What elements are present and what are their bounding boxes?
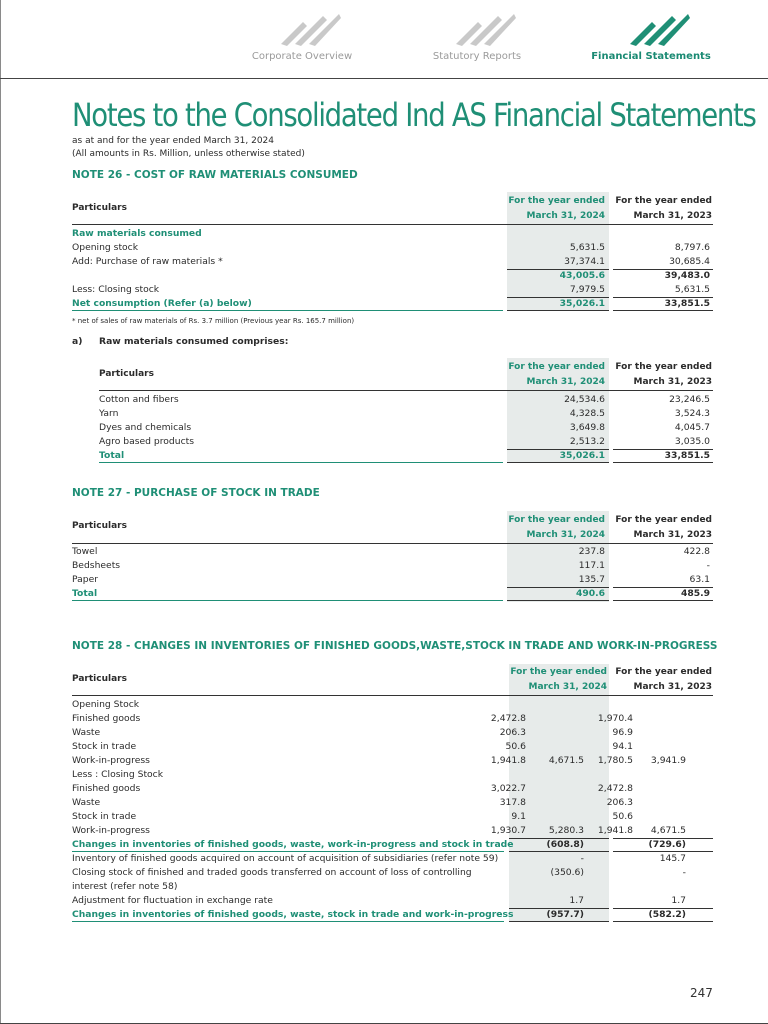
row-label: Yarn [99,407,119,419]
row-label: Net consumption (Refer (a) below) [72,297,252,309]
value-py: 33,851.5 [664,297,710,309]
row-label: Cotton and fibers [99,394,179,405]
page-title: Notes to the Consolidated Ind AS Financial Statements [72,96,756,134]
sum-rule [613,851,713,852]
nav-label: Financial Statements [591,51,711,62]
value-cy2: (608.8) [546,839,584,850]
nav-label: Corporate Overview [251,51,353,62]
value-py2: 4,671.5 [650,825,686,836]
value-cy1: 3,022.7 [490,783,526,794]
value-cy1: 9.1 [511,811,526,822]
col-py-line2: March 31, 2023 [633,211,712,221]
row-underline [72,851,504,852]
sum-rule [509,851,609,852]
row-label: Less: Closing stock [72,283,160,295]
value-cy: 117.1 [578,559,605,571]
value-cy1: 206.3 [499,727,526,738]
value-cy2: (350.6) [550,867,584,878]
col-py-line1: For the year ended [615,362,712,372]
value-py: 5,631.5 [674,283,710,295]
subnote-marker: a) [72,336,83,347]
note27-heading: NOTE 27 - PURCHASE OF STOCK IN TRADE [72,487,320,499]
value-cy: 2,513.2 [569,435,605,447]
col-particulars: Particulars [72,203,127,213]
col-py-line1: For the year ended [615,515,712,525]
total-rule [613,297,713,298]
row-underline [72,921,504,922]
value-cy: 4,328.5 [569,407,605,419]
sum-rule [507,269,609,270]
value-cy1: 2,472.8 [490,713,526,724]
col-cy-line2: March 31, 2024 [528,682,607,692]
value-py: 3,035.0 [674,435,710,447]
nav-statutory-reports[interactable] [402,0,552,78]
row-label: Bedsheets [72,559,121,571]
row-label: Inventory of finished goods acquired on account of acquisition of subsidiaries (refer note 59) [72,853,499,864]
sum-rule [613,269,713,270]
total-underline [72,310,503,311]
value-py: 63.1 [689,573,710,585]
row-label: Waste [72,727,101,738]
col-particulars: Particulars [72,674,127,684]
total-rule [507,587,609,588]
value-py: 422.8 [683,546,710,557]
row-label: Opening Stock [72,699,140,710]
value-py1: 96.9 [612,727,633,738]
col-cy-line1: For the year ended [508,515,605,525]
stripes-logo-icon [624,8,694,48]
value-py1: 94.1 [612,741,633,752]
total-rule [613,462,713,463]
row-label: Dyes and chemicals [99,421,192,433]
nav-financial-statements[interactable] [576,0,726,78]
total-rule [507,297,609,298]
col-py-line2: March 31, 2023 [633,377,712,387]
value-py: 33,851.5 [664,449,710,461]
row-label: Work-in-progress [72,825,150,836]
col-py-line1: For the year ended [615,196,712,206]
value-py: 8,797.6 [674,241,710,253]
page-subtitle-units: (All amounts in Rs. Million, unless otherwise stated) [72,149,305,159]
row-label: Finished goods [72,713,141,724]
value-cy: 35,026.1 [559,297,605,309]
value-cy1: 1,941.8 [490,755,526,766]
page-subtitle: as at and for the year ended March 31, 2024 [72,136,275,146]
value-py2: 1.7 [671,895,686,906]
note26-footnote: * net of sales of raw materials of Rs. 3.7 million (Previous year Rs. 165.7 million) [72,317,355,325]
value-cy: 5,631.5 [569,241,605,253]
total-rule [613,587,713,588]
stripes-logo-icon [275,8,345,48]
row-label: Raw materials consumed [72,228,202,239]
value-py1: 2,472.8 [597,783,633,794]
value-cy2: 5,280.3 [548,825,584,836]
value-cy: 237.8 [578,546,605,557]
value-py2: 145.7 [659,853,686,864]
total-underline [99,462,503,463]
value-cy: 37,374.1 [564,255,605,267]
value-cy: 7,979.5 [569,283,605,295]
sum-rule [509,838,609,839]
header-rule [0,78,768,79]
row-label: Stock in trade [72,741,137,752]
row-label: Total [72,587,98,599]
value-py1: 1,780.5 [597,755,633,766]
value-cy2: 4,671.5 [548,755,584,766]
row-label: interest (refer note 58) [72,881,178,892]
row-label: Less : Closing Stock [72,769,164,780]
value-cy: 35,026.1 [559,449,605,461]
row-label: Towel [72,546,98,557]
value-py: 30,685.4 [669,255,710,267]
row-label: Waste [72,797,101,808]
value-cy: 490.6 [575,587,605,599]
sum-rule [613,908,713,909]
value-py2: - [682,867,686,878]
col-py-line2: March 31, 2023 [633,682,712,692]
col-py-line1: For the year ended [615,667,712,677]
row-label: Opening stock [72,241,139,253]
total-rule [507,310,609,311]
value-py1: 1,941.8 [597,825,633,836]
value-py1: 206.3 [606,797,633,808]
total-rule [613,310,713,311]
value-py: 3,524.3 [674,407,710,419]
col-cy-line1: For the year ended [510,667,607,677]
col-py-line2: March 31, 2023 [633,530,712,540]
total-rule [507,600,609,601]
col-cy-line2: March 31, 2024 [526,530,605,540]
total-underline [72,600,503,601]
col-particulars: Particulars [72,521,127,531]
value-cy: 3,649.8 [569,421,605,433]
value-cy2: - [580,853,584,864]
value-cy: 135.7 [578,573,605,585]
col-cy-line2: March 31, 2024 [526,377,605,387]
stripes-logo-icon [450,8,520,48]
col-particulars: Particulars [99,369,154,379]
total-rule [507,449,609,450]
value-cy1: 50.6 [505,741,526,752]
value-cy2: 1.7 [569,895,584,906]
header-divider [72,543,713,544]
nav-label: Statutory Reports [432,51,522,62]
value-py1: 1,970.4 [597,713,633,724]
row-label: Changes in inventories of finished goods, waste, work-in-progress and stock in trade [72,839,514,850]
value-py2: (729.6) [648,839,686,850]
value-py2: (582.2) [648,909,686,920]
page-number: 247 [690,986,713,1000]
value-cy2: (957.7) [546,909,584,920]
value-py1: 50.6 [612,811,633,822]
note26-heading: NOTE 26 - COST OF RAW MATERIALS CONSUMED [72,169,358,181]
value-py: 4,045.7 [674,421,710,433]
header-divider [72,224,713,225]
col-cy-line1: For the year ended [508,196,605,206]
row-label: Agro based products [99,435,195,447]
value-py: - [706,559,710,571]
value-cy: 43,005.6 [559,269,605,281]
header-divider [72,695,713,696]
row-label: Changes in inventories of finished goods, waste, stock in trade and work-in-progress [72,909,514,920]
col-cy-line1: For the year ended [508,362,605,372]
sum-rule [509,908,609,909]
row-label: Total [99,449,125,461]
total-rule [613,449,713,450]
row-label: Finished goods [72,783,141,794]
row-label: Adjustment for fluctuation in exchange rate [72,895,273,906]
left-border [0,0,1,1024]
col-cy-line2: March 31, 2024 [526,211,605,221]
value-cy1: 317.8 [499,797,526,808]
row-label: Closing stock of finished and traded goods transferred on account of loss of controlling [72,867,472,878]
total-rule [613,600,713,601]
subnote-heading: Raw materials consumed comprises: [99,336,289,347]
sum-rule [613,921,713,922]
value-py: 39,483.0 [664,269,710,281]
nav-corporate-overview[interactable] [227,0,377,78]
header-divider [99,390,713,391]
value-cy1: 1,930.7 [490,825,526,836]
row-label: Work-in-progress [72,755,150,766]
row-label: Stock in trade [72,811,137,822]
total-rule [507,462,609,463]
sum-rule [613,838,713,839]
note28-heading: NOTE 28 - CHANGES IN INVENTORIES OF FINISHED GOODS,WASTE,STOCK IN TRADE AND WORK-IN-PROGRESS [72,640,718,652]
row-label: Paper [72,573,99,585]
value-cy: 24,534.6 [564,394,605,405]
value-py2: 3,941.9 [650,755,686,766]
value-py: 23,246.5 [669,394,710,405]
value-py: 485.9 [680,587,710,599]
row-label: Add: Purchase of raw materials * [72,255,223,267]
sum-rule [509,921,609,922]
